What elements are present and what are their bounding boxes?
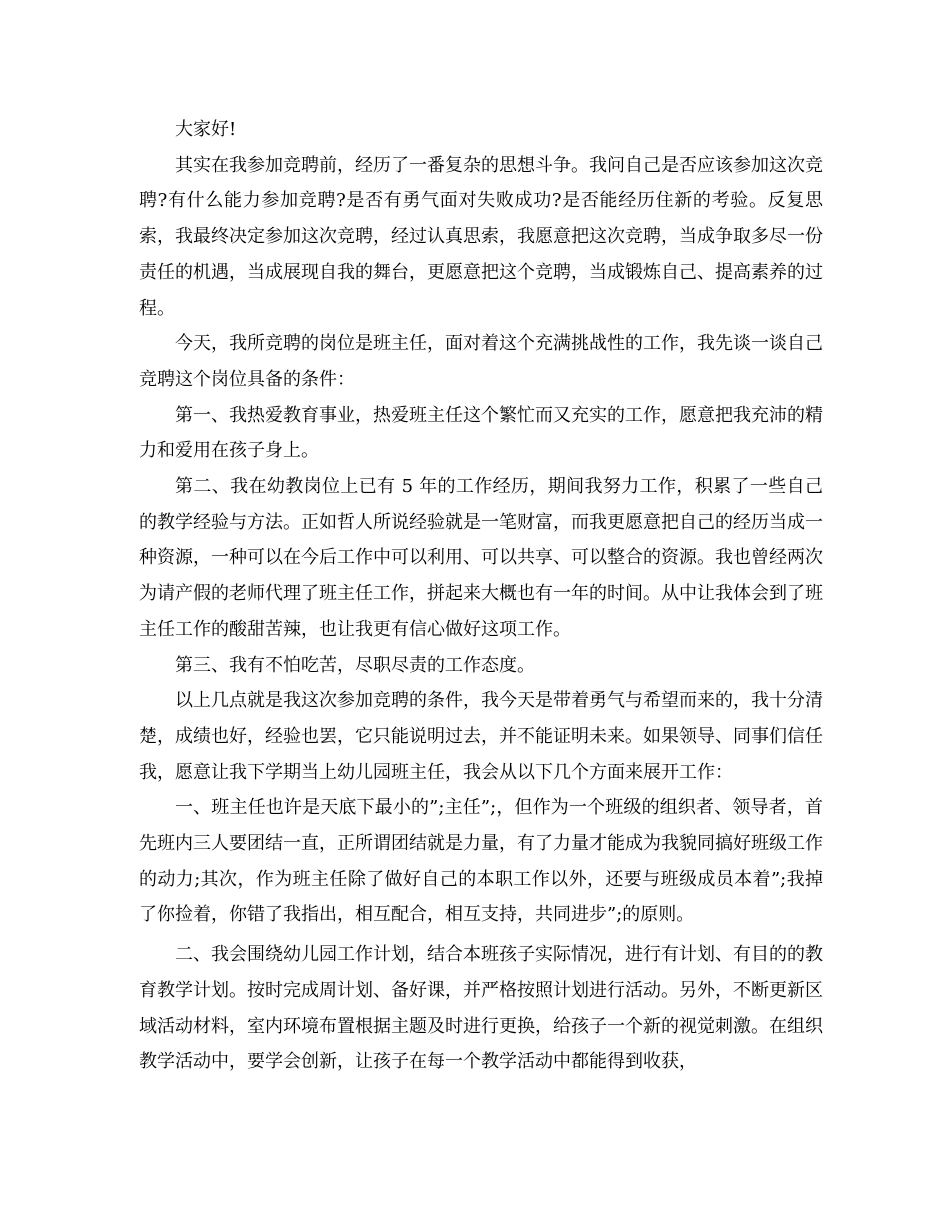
paragraph-summary: 以上几点就是我这次参加竞聘的条件，我今天是带着勇气与希望而来的，我十分清楚，成绩也好，经验也罢，它只能说明过去，并不能证明未来。如果领导、同事们信任我，愿意让我下学期当上幼儿园班主任，我会从以下几个方面来展开工作： xyxy=(139,690,823,783)
paragraph-condition-1: 第一、我热爱教育事业，热爱班主任这个繁忙而又充实的工作，愿意把我充沛的精力和爱用在孩子身上。 xyxy=(139,404,823,462)
paragraph-plan-2: 二、我会围绕幼儿园工作计划，结合本班孩子实际情况，进行有计划、有目的的教育教学计划。按时完成周计划、备好课，并严格按照计划进行活动。另外，不断更新区域活动材料，室内环境布置根据主题及时进行更换，给孩子一个新的视觉刺激。在组织教学活动中，要学会创新，让孩子在每一个教学活动中都能得到收获， xyxy=(139,944,823,1073)
document-body xyxy=(139,112,823,1080)
paragraph-greeting: 大家好! xyxy=(175,119,237,140)
paragraph-position: 今天，我所竞聘的岗位是班主任，面对着这个充满挑战性的工作，我先谈一谈自己竞聘这个岗位具备的条件： xyxy=(139,333,823,390)
paragraph-decision: 其实在我参加竞聘前，经历了一番复杂的思想斗争。我问自己是否应该参加这次竞聘?有什么能力参加竞聘?是否有勇气面对失败成功?是否能经历住新的考验。反复思索，我最终决定参加这次竞聘，经过认真思索，我愿意把这次竞聘，当成争取多尽一份责任的机遇，当成展现自我的舞台，更愿意把这个竞聘，当成锻炼自己、提高素养的过程。 xyxy=(139,154,823,319)
paragraph-condition-2: 第二、我在幼教岗位上已有 5 年的工作经历，期间我努力工作，积累了一些自己的教学经验与方法。正如哲人所说经验就是一笔财富，而我更愿意把自己的经历当成一种资源，一种可以在今后工作中可以利用、可以共享、可以整合的资源。我也曾经两次为请产假的老师代理了班主任工作，拼起来大概也有一年的时间。从中让我体会到了班主任工作的酸甜苦辣，也让我更有信心做好这项工作。 xyxy=(139,476,823,640)
paragraph-condition-3: 第三、我有不怕吃苦，尽职尽责的工作态度。 xyxy=(175,654,535,676)
paragraph-plan-1: 一、班主任也许是天底下最小的”;主任”;，但作为一个班级的组织者、领导者，首先班内三人要团结一直，正所谓团结就是力量，有了力量才能成为我貌同搞好班级工作的动力;其次，作为班主任除了做好自己的本职工作以外，还要与班级成员本着”;我掉了你捡着，你错了我指出，相互配合，相互支持，共同进步”;的原则。 xyxy=(139,797,823,926)
